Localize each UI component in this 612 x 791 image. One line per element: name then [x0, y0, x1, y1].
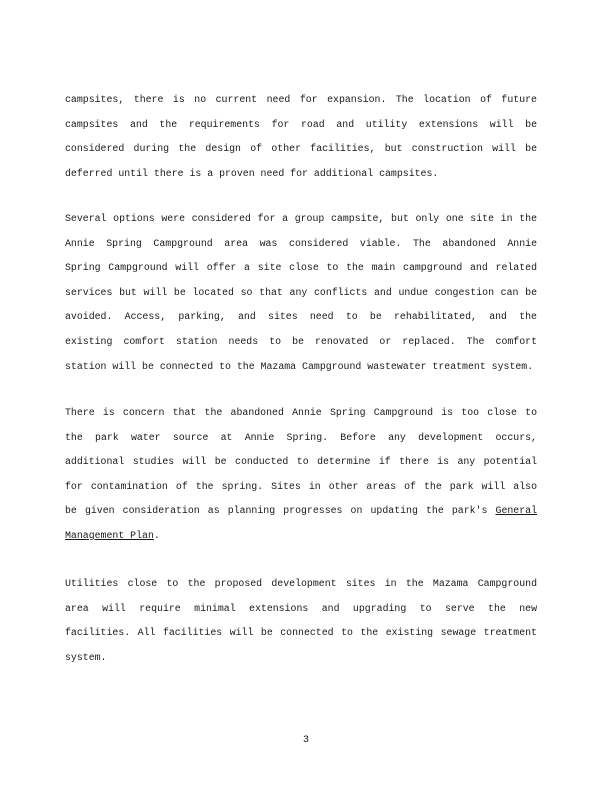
text-line: services but will be located so that any conflicts and undue congestion can be: [65, 286, 537, 298]
text-segment: .: [153, 529, 160, 541]
paragraph-utilities: [65, 572, 537, 670]
text-line: considered during the design of other facilities, but construction will be: [65, 143, 537, 155]
paragraph-water-source-concern: [65, 401, 537, 549]
text-line: area will require minimal extensions and upgrading to serve the new: [65, 602, 537, 614]
text-line: campsites, there is no current need for expansion. The location of future: [65, 94, 537, 105]
text-line: avoided. Access, parking, and sites need to be rehabilitated, and the: [65, 311, 537, 323]
text-line: deferred until there is a proven need for additional campsites.: [65, 167, 439, 179]
text-line: Several options were considered for a group campsite, but only one site in the: [65, 213, 537, 224]
text-line: additional studies will be conducted to determine if there is any potential: [65, 456, 537, 468]
paragraph-group-campsite: [65, 207, 537, 379]
text-line: facilities. All facilities will be connected to the existing sewage treatment: [65, 627, 537, 639]
text-line: existing comfort station needs to be renovated or replaced. The comfort: [65, 335, 537, 347]
text-line: the park water source at Annie Spring. Before any development occurs,: [65, 431, 537, 443]
text-line: system.: [65, 651, 107, 663]
text-line: campsites and the requirements for road and utility extensions will be: [65, 118, 537, 130]
text-line: Utilities close to the proposed development sites in the Mazama Campground: [65, 578, 537, 589]
text-segment: be given consideration as planning progresses on updating the park's: [65, 505, 488, 517]
text-line: station will be connected to the Mazama Campground wastewater treatment system.: [65, 360, 534, 372]
text-line: There is concern that the abandoned Annie Spring Campground is too close to: [65, 407, 537, 418]
plan-title-underlined: General: [495, 505, 537, 517]
text-line: Annie Spring Campground area was considered viable. The abandoned Annie: [65, 237, 537, 249]
text-line: for contamination of the spring. Sites in other areas of the park will also: [65, 480, 537, 492]
page-number: 3: [302, 735, 309, 746]
text-line: Spring Campground will offer a site close to the main campground and related: [65, 262, 537, 274]
text-line: [65, 524, 537, 549]
text-line: [65, 499, 537, 524]
paragraph-campsite-expansion: [65, 88, 537, 186]
plan-title-underlined: Management Plan: [65, 529, 154, 541]
